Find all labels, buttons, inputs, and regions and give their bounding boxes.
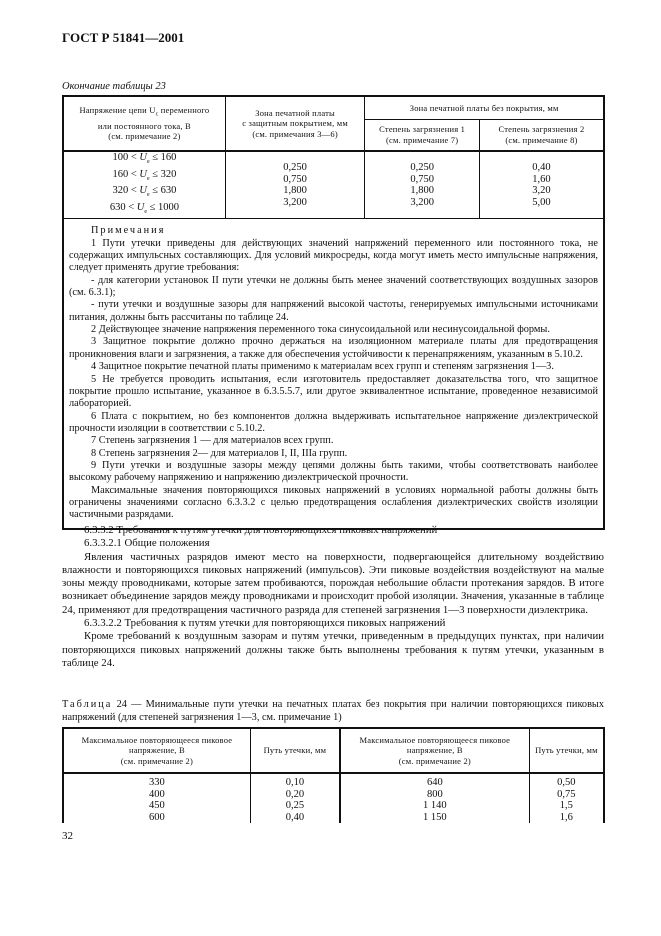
note: 6 Плата с покрытием, но без компонентов должна выдерживать испытательное напряжение диэлектрической прочности изоляции в соответствии с 5.10.2. [69, 410, 598, 434]
note: 1 Пути утечки приведены для действующих значений напряжений переменного или постоянного тока, не содержащих импульсных составляющих. Для условий микросреды, когда могут иметь место импульсные напряжения, следует применять другие требования: [69, 237, 598, 274]
body-text [62, 524, 604, 670]
table-row: $320 < U_e \le 630$ [112, 185, 177, 199]
note: 3 Защитное покрытие должно прочно держаться на изоляционном материале платы для предотвращения проникновения влаги и загрязнения, а также для обеспечения устойчивости к перенапряжениям, указанным в 5.10.2. [69, 336, 598, 360]
table-row: $100 < U_e \le 160$ [112, 152, 177, 166]
note: 8 Степень загрязнения 2— для материалов I, II, IIIa групп. [91, 447, 348, 459]
right-voltage-values: 640 800 1 140 1 150 [340, 773, 529, 823]
header-pollution-degree-2: Степень загрязнения 2 (см. примечание 8) [479, 119, 604, 151]
coated-values: 0,250 0,750 1,800 3,200 [225, 151, 364, 219]
header-pollution-degree-1: Степень загрязнения 1 (см. примечание 7) [365, 119, 480, 151]
document-header: ГОСТ Р 51841—2001 [62, 30, 185, 45]
note: 2 Действующее значение напряжения переменного тока синусоидальной или несинусоидальной формы. [91, 324, 550, 336]
page-number: 32 [62, 830, 73, 842]
table-24 [62, 727, 605, 823]
header-coated-zone: Зона печатной платы с защитным покрытием, мм (см. примечания 3—6) [225, 96, 364, 151]
header-peak-voltage: Максимальное повторяющееся пиковое напряжение, В (см. примечание 2) [63, 728, 250, 773]
right-path-values: 0,50 0,75 1,5 1,6 [529, 773, 604, 823]
notes-title: Примечания [91, 225, 166, 237]
note: 9 Пути утечки и воздушные зазоры между цепями должны быть такими, чтобы соответствовать наиболее высокому рабочему напряжению и напряжению диэлектрической прочности. [69, 459, 598, 484]
table-23-notes [63, 219, 604, 529]
pd2-values: 0,40 1,60 3,20 5,00 [479, 151, 604, 219]
note: 4 Защитное покрытие печатной платы применимо к материалам всех групп и степеням загрязнения 1—3. [91, 361, 554, 373]
section-heading: 6.3.3.2.2 Требования к путям утечки для повторяющихся пиковых напряжений [84, 617, 446, 630]
paragraph: Явления частичных разрядов имеют место на поверхности, подвергающейся длительному воздействию влажности и повторяющихся пиковых напряжений (импульсов). Эти пиковые воздействия воздействуют на малые зоны между проводниками, которые затем пробиваются, порождая небольшие области протекания зарядов. В итоге возникает объединение зарядов между проводниками и происходит пробой изоляции. Значения, указанные в таблице 24, применяют для предотвращения частичного разряда для степеней загрязнения 1—3 поверхности диэлектрика. [62, 550, 604, 616]
left-voltage-values: 330 400 450 600 [63, 773, 250, 823]
header-creepage: Путь утечки, мм [529, 728, 604, 773]
table-23 [62, 95, 605, 530]
table-24-caption: Таблица 24 — Минимальные пути утечки на печатных платах без покрытия при наличии повторяющихся пиковых напряжений (для степеней загрязнения 1—3, см. примечание 1) [62, 699, 604, 723]
pd1-values: 0,250 0,750 1,800 3,200 [365, 151, 480, 219]
header-voltage: Напряжение цепи $U_c$ переменного или постоянного тока, В (см. примечание 2) [63, 96, 225, 151]
note: Максимальные значения повторяющихся пиковых напряжений в условиях нормальной работы должны быть ограничены значениями согласно 6.3.3.2 с целью предотвращения ослабления диэлектрических свойств изоляции частичными разрядами. [69, 484, 598, 521]
header-uncoated-zone: Зона печатной платы без покрытия, мм [365, 96, 604, 119]
table-23-caption: Окончание таблицы 23 [62, 81, 166, 92]
table-row: $630 < U_e \le 1000$ [109, 201, 180, 215]
section-heading: 6.3.3.2 Требования к путям утечки для повторяющихся пиковых напряжений [84, 524, 438, 536]
left-path-values: 0,10 0,20 0,25 0,40 [250, 773, 340, 823]
paragraph: Кроме требований к воздушным зазорам и путям утечки, приведенным в предыдущих пунктах, при наличии повторяющихся пиковых напряжений должны также быть выполнены требования к путям утечки, указанным в таблице 24. [62, 630, 604, 669]
voltage-ranges [63, 151, 225, 219]
section-heading: 6.3.3.2.1 Общие положения [84, 537, 210, 550]
note: - пути утечки и воздушные зазоры для напряжений высокой частоты, генерируемых импульсными источниками питания, должны быть рассчитаны по таблице 24. [69, 299, 598, 323]
note: 5 Не требуется проводить испытания, если изготовитель предоставляет доказательства того, что защитное покрытие прошло испытание, указанное в 6.3.5.5.7, или другое эквивалентное испытание, проведенное независимой лабораторией. [69, 373, 598, 410]
note: 7 Степень загрязнения 1 — для материалов всех групп. [91, 435, 334, 447]
note: - для категории установок II пути утечки не должны быть менее значений соответствующих воздушных зазоров (см. 6.3.1); [69, 274, 598, 299]
header-peak-voltage: Максимальное повторяющееся пиковое напряжение, В (см. примечание 2) [340, 728, 529, 773]
header-creepage: Путь утечки, мм [250, 728, 340, 773]
table-row: $160 < U_e \le 320$ [112, 168, 177, 182]
